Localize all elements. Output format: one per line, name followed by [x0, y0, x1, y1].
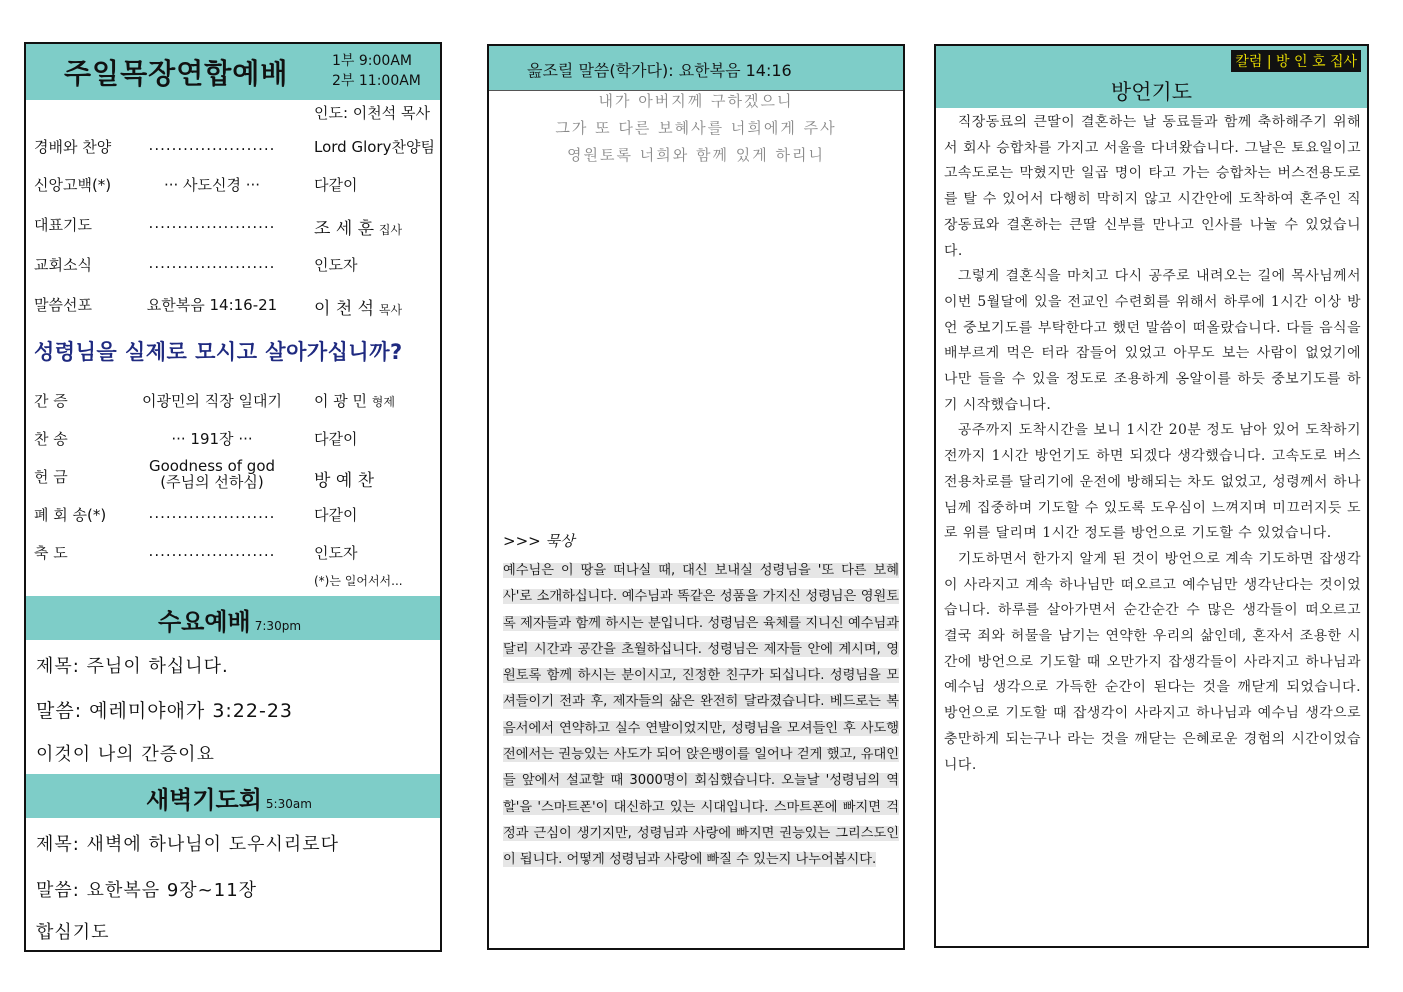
verse-line: 내가 아버지께 구하겠으니: [598, 92, 794, 110]
order-who: 인도자: [314, 256, 358, 274]
wednesday-line: 말씀: 예레미야애가 3:22-23: [36, 700, 294, 722]
order-who: 다같이: [314, 506, 358, 524]
column-header: [936, 46, 1367, 108]
order-content: ......................: [148, 214, 276, 232]
order-row: [26, 248, 440, 278]
order-item: 간 증: [34, 392, 68, 410]
meditation-text: 예수님은 이 땅을 떠나실 때, 대신 보내실 성령님을 '또 다른 보혜사'로 소개하십니다. 예수님과 똑같은 성품을 가지신 성령님은 영원토록 제자들과 함께 하시는 분입니다. 성령님은 육체를 지니신 예수님과 달리 시간과 공간을 초월하십니다. 성령님은 제자들 안에 계시며, 영원토록 함께 하시는 분이시고, 진정한 친구가 되십니다. 성령님을 모셔들이기 전과 후, 제자들의 삶은 완전히 달라졌습니다. 베드로는 복음서에서 연약하고 실수 연발이었지만, 성령님을 모셔들인 후 사도행전에서는 권능있는 사도가 되어 앉은뱅이를 일어나 걷게 했고, 유대인들 앞에서 설교할 때 3000명이 회심했습니다. 오늘날 '성령님의 역할'을 '스마트폰'이 대신하고 있는 시대입니다. 스마트폰에 빠지면 걱정과 근심이 생기지만, 성령님과 사랑에 빠지면 권능있는 그리스도인이 됩니다. 어떻게 성령님과 사랑에 빠질 수 있는지 나누어봅시다.: [503, 563, 899, 868]
order-item: 신앙고백(*): [34, 176, 112, 194]
order-row: [26, 422, 440, 452]
verse-line: 영원토록 너희와 함께 있게 하리니: [567, 146, 825, 164]
sunday-title: 주일목장연합예배: [64, 57, 289, 90]
service-time-1: 1부 9:00AM: [332, 53, 412, 69]
order-who: 인도자: [314, 544, 358, 562]
meditation-label: >>> 묵상: [503, 532, 575, 550]
stand-note: (*)는 일어서서...: [314, 574, 403, 588]
order-content: 요한복음 14:16-21: [146, 296, 278, 314]
lectionary-title: 읊조릴 말씀(학가다): 요한복음 14:16: [527, 61, 792, 80]
service-times: [332, 51, 421, 91]
sunday-header: [26, 44, 440, 100]
order-content: ··· 사도신경 ···: [163, 176, 261, 194]
dawn-title: 새벽기도회 5:30am: [146, 786, 312, 814]
order-row: [26, 384, 440, 414]
order-item: 경배와 찬양: [34, 138, 112, 156]
order-who: 다같이: [314, 176, 358, 194]
order-who: 이 광 민 형제: [314, 392, 395, 410]
wednesday-line: 이것이 나의 간증이요: [36, 744, 215, 765]
wednesday-title: 수요예배 7:30pm: [158, 608, 302, 636]
order-who: 방 예 찬: [314, 471, 375, 491]
column-paragraph: 그렇게 결혼식을 마치고 다시 공주로 내려오는 길에 목사님께서 이번 5월달에 있을 전교인 수련회를 위해서 하루에 1시간 이상 방언 중보기도를 부탁한다고 했던 말씀이 떠올랐습니다. 다들 음식을 배부르게 먹은 터라 잠들어 있었고 아무도 보는 사람이 없었기에 나만 들을 수 있을 정도로 조용하게 옹알이를 하듯 중보기도를 하기 시작했습니다.: [944, 268, 1361, 413]
sermon-title: 성령님을 실제로 모시고 살아가십니까?: [34, 340, 403, 364]
order-content: ......................: [148, 542, 276, 560]
verse-line: 그가 또 다른 보혜사를 너희에게 주사: [555, 119, 837, 137]
order-item: 헌 금: [34, 468, 68, 486]
order-row: [26, 288, 440, 318]
order-item: 폐 회 송(*): [34, 506, 107, 524]
order-row: [26, 498, 440, 528]
order-content: 이광민의 직장 일대기: [142, 392, 282, 410]
order-row: [26, 168, 440, 198]
order-item: 대표기도: [34, 216, 92, 234]
leader: 인도: 이천석 목사: [314, 104, 431, 122]
wednesday-header: [26, 596, 440, 640]
order-who: Lord Glory찬양팀: [314, 138, 435, 156]
order-content: Goodness of god (주님의 선하심): [148, 457, 276, 491]
lectionary-header: [489, 46, 903, 91]
dawn-line: 합심기도: [36, 922, 110, 943]
column-title: 방언기도: [1110, 80, 1193, 104]
column-paragraph: 공주까지 도착시간을 보니 1시간 20분 정도 남아 있어 도착하기 전까지 1시간 방언기도 하면 되겠다 생각했습니다. 고속도로 버스전용차로를 달리기에 운전에 방해되는 차도 없었고, 성령께서 하나님께 집중하며 기도할 수 있도록 도우심이 느껴지며 미끄러지듯 도로 위를 달리며 1시간 정도를 방언으로 기도할 수 있었습니다.: [944, 422, 1361, 542]
dawn-line: 말씀: 요한복음 9장~11장: [36, 880, 258, 901]
dawn-header: [26, 774, 440, 818]
order-content: ··· 191장 ···: [171, 430, 253, 448]
service-time-2: 2부 11:00AM: [332, 73, 421, 89]
order-row: [26, 208, 440, 238]
worship-order-panel: [24, 42, 442, 952]
column-paragraph: 기도하면서 한가지 알게 된 것이 방언으로 계속 기도하면 잡생각이 사라지고 계속 하나님만 떠오르고 예수님만 생각난다는 것이었습니다. 하루를 살아가면서 순간순간 수 많은 생각들이 떠오르고 결국 죄와 허물을 남기는 연약한 우리의 삶인데, 혼자서 조용한 시간에 방언으로 기도할 때 오만가지 잡생각들이 사라지고 하나님과 예수님 생각으로 가득한 순간이 된다는 것을 깨닫게 되었습니다. 방언으로 기도할 때 잡생각이 사라지고 하나님과 예수님 생각으로 충만하게 되는구나 라는 것을 깨닫는 은혜로운 경험의 시간이었습니다.: [944, 550, 1361, 773]
lectionary-panel: [487, 44, 905, 950]
order-item: 축 도: [34, 544, 68, 562]
order-who: 다같이: [314, 430, 358, 448]
order-item: 찬 송: [34, 430, 68, 448]
column-paragraph: 직장동료의 큰딸이 결혼하는 날 동료들과 함께 축하해주기 위해서 회사 승합차를 가지고 서울을 다녀왔습니다. 그날은 토요일이고 고속도로는 막혔지만 일곱 명이 타고 가는 승합차는 버스전용도로를 탈 수 있어서 다행히 막히지 않고 시간안에 도착하여 혼주인 직장동료와 결혼하는 큰딸 신부를 만나고 인사를 나눌 수 있었습니다.: [944, 114, 1361, 259]
order-content: ......................: [148, 254, 276, 272]
column-body: [944, 110, 1361, 778]
order-item: 교회소식: [34, 256, 92, 274]
order-row: [26, 457, 440, 491]
order-content: ......................: [148, 136, 276, 154]
dawn-line: 제목: 새벽에 하나님이 도우시리로다: [36, 834, 340, 855]
order-item: 말씀선포: [34, 296, 92, 314]
order-who: 조 세 훈 집사: [314, 219, 403, 239]
order-content: ......................: [148, 504, 276, 522]
column-label: 칼럼 | 방 인 호 집사: [1231, 50, 1361, 72]
order-row: [26, 130, 440, 160]
wednesday-line: 제목: 주님이 하십니다.: [36, 656, 229, 677]
column-panel: [934, 44, 1369, 948]
order-who: 이 천 석 목사: [314, 299, 403, 319]
order-row: [26, 536, 440, 566]
